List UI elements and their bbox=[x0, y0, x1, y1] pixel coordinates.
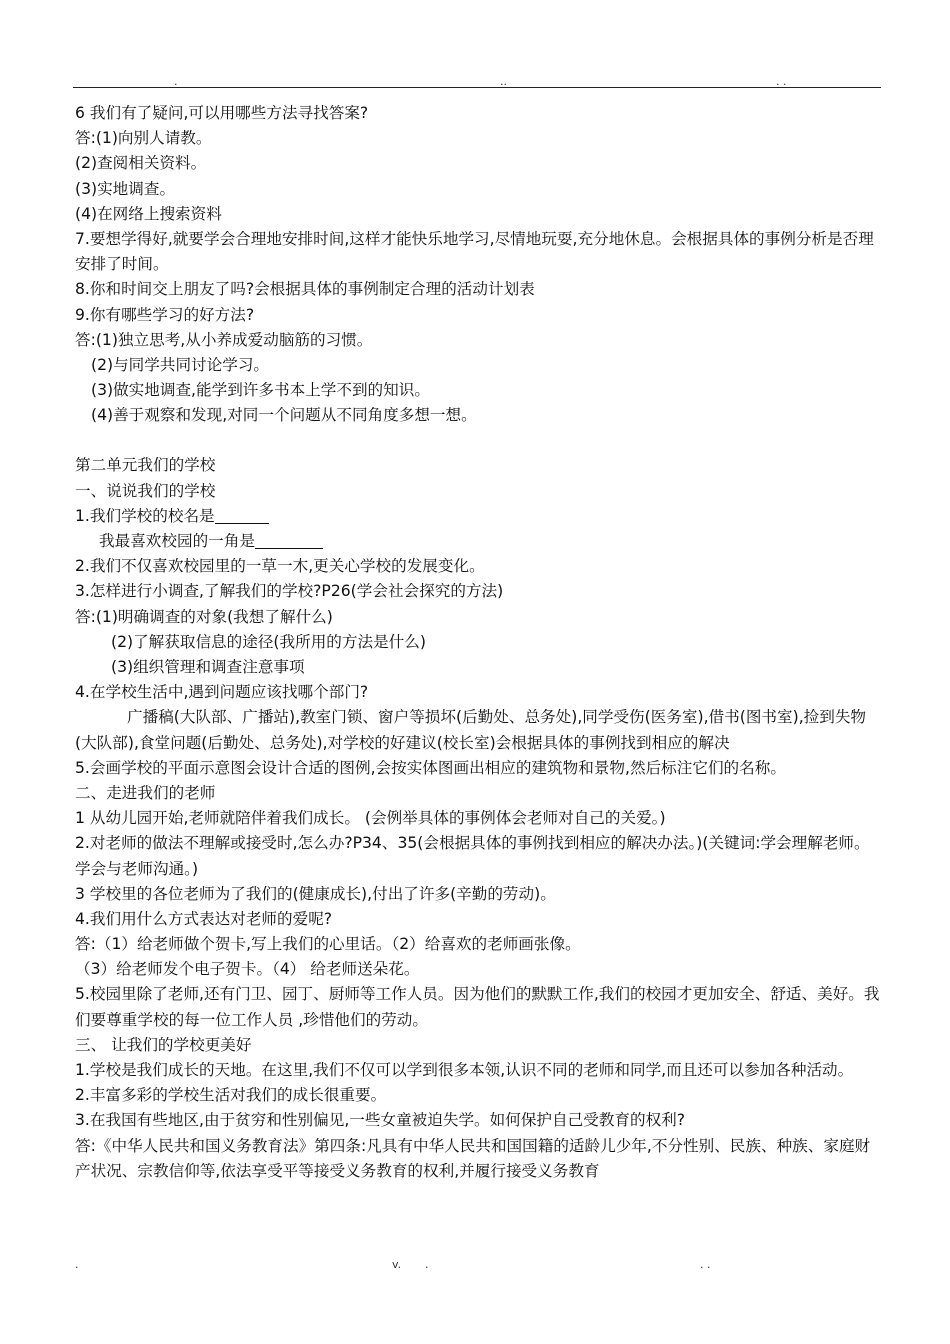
blank-line bbox=[75, 428, 885, 453]
answer-line: (2)了解获取信息的途径(我所用的方法是什么) bbox=[111, 632, 426, 651]
department-list: 广播稿(大队部、广播站),教室门锁、窗户等损坏(后勤处、总务处),同学受伤(医务室),借书(图书室),捡到失物(大队部),食堂问题(后勤处、总务处),对学校的好建议(校长室)会根据具体的事例找到相应的解决 bbox=[75, 708, 867, 752]
section-heading: 一、说说我们的学校 bbox=[75, 481, 216, 500]
answer-line: (4)善于观察和发现,对同一个问题从不同角度多想一想。 bbox=[91, 406, 477, 425]
fill-in-label: 我最喜欢校园的一角是 bbox=[99, 532, 255, 551]
point-1: 1.学校是我们成长的天地。在这里,我们不仅可以学到很多本领,认识不同的老师和同学,而且还可以参加各种活动。 bbox=[75, 1061, 854, 1080]
question-4: 4.我们用什么方式表达对老师的爱呢? bbox=[75, 909, 333, 928]
answer-line: (4)在网络上搜索资料 bbox=[75, 204, 222, 223]
point-2: 2.丰富多彩的学校生活对我们的成长很重要。 bbox=[75, 1086, 387, 1105]
footer-mark: . bbox=[75, 1258, 79, 1271]
fill-in-line bbox=[75, 529, 885, 554]
unit-title: 第二单元我们的学校 bbox=[75, 456, 216, 475]
point-2: 2.对老师的做法不理解或接受时,怎么办?P34、35(会根据具体的事例找到相应的解决办法。)(关键词:学会理解老师。学会与老师沟通。) bbox=[75, 834, 870, 878]
header-rule bbox=[73, 87, 881, 88]
answer-line: 答:(1)明确调查的对象(我想了解什么) bbox=[75, 607, 333, 626]
answer-line: (3)做实地调查,能学到许多书本上学不到的知识。 bbox=[91, 381, 430, 400]
point-7: 7.要想学得好,就要学会合理地安排时间,这样才能快乐地学习,尽情地玩耍,充分地休息。会根据具体的事例分析是否理安排了时间。 bbox=[75, 229, 874, 274]
fill-in-blank bbox=[215, 505, 269, 524]
answer-line: (3)组织管理和调查注意事项 bbox=[111, 657, 305, 676]
answer-line: 答:(1)向别人请教。 bbox=[75, 129, 212, 148]
footer-mark: . . bbox=[700, 1258, 711, 1271]
point-3: 3 学校里的各位老师为了我们的(健康成长),付出了许多(辛勤的劳动)。 bbox=[75, 884, 556, 903]
answer-line: 答:（1）给老师做个贺卡,写上我们的心里话。（2）给喜欢的老师画张像。 bbox=[75, 935, 581, 954]
header-mark: . . bbox=[776, 75, 787, 88]
answer-line: (2)与同学共同讨论学习。 bbox=[91, 355, 270, 374]
section-heading: 二、走进我们的老师 bbox=[75, 783, 216, 802]
answer-line: (3)实地调查。 bbox=[75, 179, 176, 198]
header-mark: . bbox=[174, 75, 178, 88]
point-8: 8.你和时间交上朋友了吗?会根据具体的事例制定合理的活动计划表 bbox=[75, 280, 535, 299]
question-9: 9.你有哪些学习的好方法? bbox=[75, 305, 255, 324]
section-heading: 三、 让我们的学校更美好 bbox=[75, 1035, 252, 1054]
answer-paragraph: 答:《中华人民共和国义务教育法》第四条:凡具有中华人民共和国国籍的适龄儿少年,不分性别、民族、种族、家庭财产状况、宗教信仰等,依法享受平等接受义务教育的权利,并履行接受义务教育 bbox=[75, 1136, 871, 1180]
header-mark: .. bbox=[500, 75, 507, 88]
question-3: 3.在我国有些地区,由于贫穷和性别偏见,一些女童被迫失学。如何保护自己受教育的权利? bbox=[75, 1111, 686, 1130]
point-5: 5.校园里除了老师,还有门卫、园丁、厨师等工作人员。因为他们的默默工作,我们的校园才更加安全、舒适、美好。我们要尊重学校的每一位工作人员 ,珍惜他们的劳动。 bbox=[75, 985, 880, 1029]
point-5: 5.会画学校的平面示意图会设计合适的图例,会按实体图画出相应的建筑物和景物,然后标注它们的名称。 bbox=[75, 758, 786, 777]
fill-in-line bbox=[75, 504, 885, 529]
point-3: 3.怎样进行小调查,了解我们的学校?P26(学会社会探究的方法) bbox=[75, 582, 504, 601]
footer-mark: . bbox=[425, 1258, 429, 1271]
fill-in-blank bbox=[255, 530, 323, 549]
point-1: 1 从幼儿园开始,老师就陪伴着我们成长。 (会例举具体的事例体会老师对自己的关爱。) bbox=[75, 809, 666, 828]
point-4: 4.在学校生活中,遇到问题应该找哪个部门? bbox=[75, 683, 369, 702]
document-body bbox=[75, 101, 885, 1184]
answer-line: （3）给老师发个电子贺卡。（4） 给老师送朵花。 bbox=[75, 960, 420, 979]
point-2: 2.我们不仅喜欢校园里的一草一木,更关心学校的发展变化。 bbox=[75, 557, 485, 576]
question-6: 6 我们有了疑问,可以用哪些方法寻找答案? bbox=[75, 104, 369, 122]
answer-line: 答:(1)独立思考,从小养成爱动脑筋的习惯。 bbox=[75, 330, 373, 349]
answer-line: (2)查阅相关资料。 bbox=[75, 154, 207, 173]
footer-mark: v. bbox=[392, 1258, 402, 1271]
fill-in-label: 1.我们学校的校名是 bbox=[75, 506, 215, 525]
